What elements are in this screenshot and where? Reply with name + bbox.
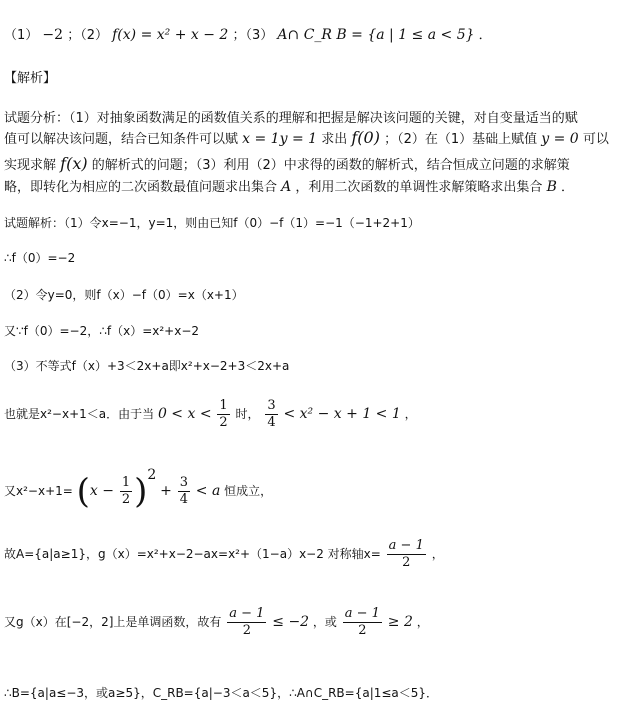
solution-text: 也就是x²−x+1＜a．由于当 <box>4 407 155 421</box>
answer-part-1-label: （1） <box>4 28 39 43</box>
fraction-numerator: 3 <box>267 398 276 413</box>
solution-text: ， <box>416 615 429 629</box>
fraction <box>217 398 229 431</box>
solution-math: + <box>160 483 172 499</box>
analysis-text: 略，即转化为相应的二次函数最值问题求出集合 <box>4 180 278 195</box>
analysis-math: f(x) <box>60 154 88 173</box>
solution-text: 又g（x）在[−2，2]上是单调函数，故有 <box>4 615 222 629</box>
fraction <box>265 398 277 431</box>
fraction-denominator: 4 <box>267 415 276 430</box>
answer-separator-2: ；（3） <box>232 28 274 43</box>
solution-step-5: （3）不等式f（x）+3＜2x+a即x²+x−2+3＜2x+a <box>4 359 290 373</box>
solution-text: 故A={a|a≥1}，g（x）=x²+x−2−ax=x²+（1−a）x−2 对称轴x= <box>4 547 381 561</box>
solution-step-10: ∴B={a|a≤−3，或a≥5}，C_RB={a|−3＜a＜5}，∴A∩C_RB={a|1≤a＜5}． <box>4 686 439 700</box>
analysis-text: 的解析式的问题；（3）利用（2）中求得的函数的解析式，结合恒成立问题的求解策 <box>91 158 570 173</box>
left-parenthesis: ( <box>76 471 90 512</box>
fraction-numerator: a − 1 <box>388 538 424 553</box>
solution-step-2: ∴f（0）=−2 <box>4 251 76 265</box>
solution-step-9 <box>4 606 429 639</box>
fraction-numerator: a − 1 <box>344 606 380 621</box>
solution-step-3: （2）令y=0，则f（x）−f（0）=x（x+1） <box>4 288 244 302</box>
fraction-numerator: 1 <box>121 475 131 490</box>
solution-math: x − <box>89 483 114 499</box>
fraction-denominator: 2 <box>121 492 131 507</box>
fraction-numerator: 1 <box>219 398 228 413</box>
answer-line <box>4 26 492 45</box>
fraction-denominator: 2 <box>242 623 251 638</box>
solution-step-4: 又∵f（0）=−2，∴f（x）=x²+x−2 <box>4 324 200 338</box>
analysis-line-4 <box>4 178 574 197</box>
analysis-math: f(0) <box>351 128 380 147</box>
right-parenthesis: ) <box>134 471 148 512</box>
solution-math: < a <box>195 483 221 499</box>
fraction-denominator: 2 <box>402 555 411 570</box>
solution-math: ≤ −2 <box>272 614 310 630</box>
fraction-denominator: 2 <box>219 415 228 430</box>
solution-text: 又x²−x+1= <box>4 484 73 498</box>
analysis-text: 实现求解 <box>4 158 57 173</box>
solution-text: ， <box>431 547 444 561</box>
fraction-numerator: 3 <box>179 475 188 490</box>
solution-math: ≥ 2 <box>387 614 413 630</box>
solution-text: 恒成立， <box>224 484 273 498</box>
analysis-text: 值可以解决该问题，结合已知条件可以赋 <box>4 132 239 147</box>
answer-function-expression: f(x) = x² + x − 2 <box>112 27 229 43</box>
analysis-math: B <box>546 179 557 195</box>
analysis-math: x = 1y = 1 <box>242 131 318 147</box>
solution-step-6 <box>4 398 417 431</box>
solution-step-7 <box>4 466 273 512</box>
fraction-denominator: 4 <box>179 492 188 507</box>
analysis-line-2 <box>4 129 609 149</box>
analysis-text: 可以 <box>582 132 609 147</box>
solution-math: 0 < x < <box>157 406 212 422</box>
solution-text: ， <box>404 407 417 421</box>
analysis-math: y = 0 <box>541 131 579 147</box>
fraction <box>387 538 426 571</box>
analysis-text: ． <box>561 180 575 195</box>
solution-text: 时， <box>235 407 260 421</box>
fraction <box>178 475 190 508</box>
fraction <box>227 606 266 639</box>
analysis-text: ，利用二次函数的单调性求解策略求出集合 <box>295 180 543 195</box>
section-heading: 【解析】 <box>4 71 57 86</box>
solution-step-8 <box>4 538 444 571</box>
solution-step-1: 试题解析：（1）令x=−1，y=1，则由已知f（0）−f（1）=−1（−1+2+1） <box>4 216 420 230</box>
analysis-text: ；（2）在（1）基础上赋值 <box>384 132 538 147</box>
fraction <box>120 475 132 508</box>
answer-part-1-value: −2 <box>42 27 64 43</box>
answer-set-expression: A∩ C_R B = {a | 1 ≤ a < 5} <box>277 27 475 43</box>
solution-text: ，或 <box>312 615 337 629</box>
analysis-line-1: 试题分析：（1）对抽象函数满足的函数值关系的理解和把握是解决该问题的关键，对自变量适当的赋 <box>4 111 578 126</box>
analysis-text: 求出 <box>321 132 348 147</box>
answer-end: ． <box>478 28 492 43</box>
fraction-denominator: 2 <box>358 623 367 638</box>
exponent: 2 <box>147 467 157 483</box>
analysis-line-3 <box>4 155 570 175</box>
answer-separator-1: ；（2） <box>67 28 108 43</box>
fraction <box>343 606 382 639</box>
solution-math: < x² − x + 1 < 1 <box>283 406 401 422</box>
analysis-math: A <box>281 179 292 195</box>
fraction-numerator: a − 1 <box>229 606 265 621</box>
